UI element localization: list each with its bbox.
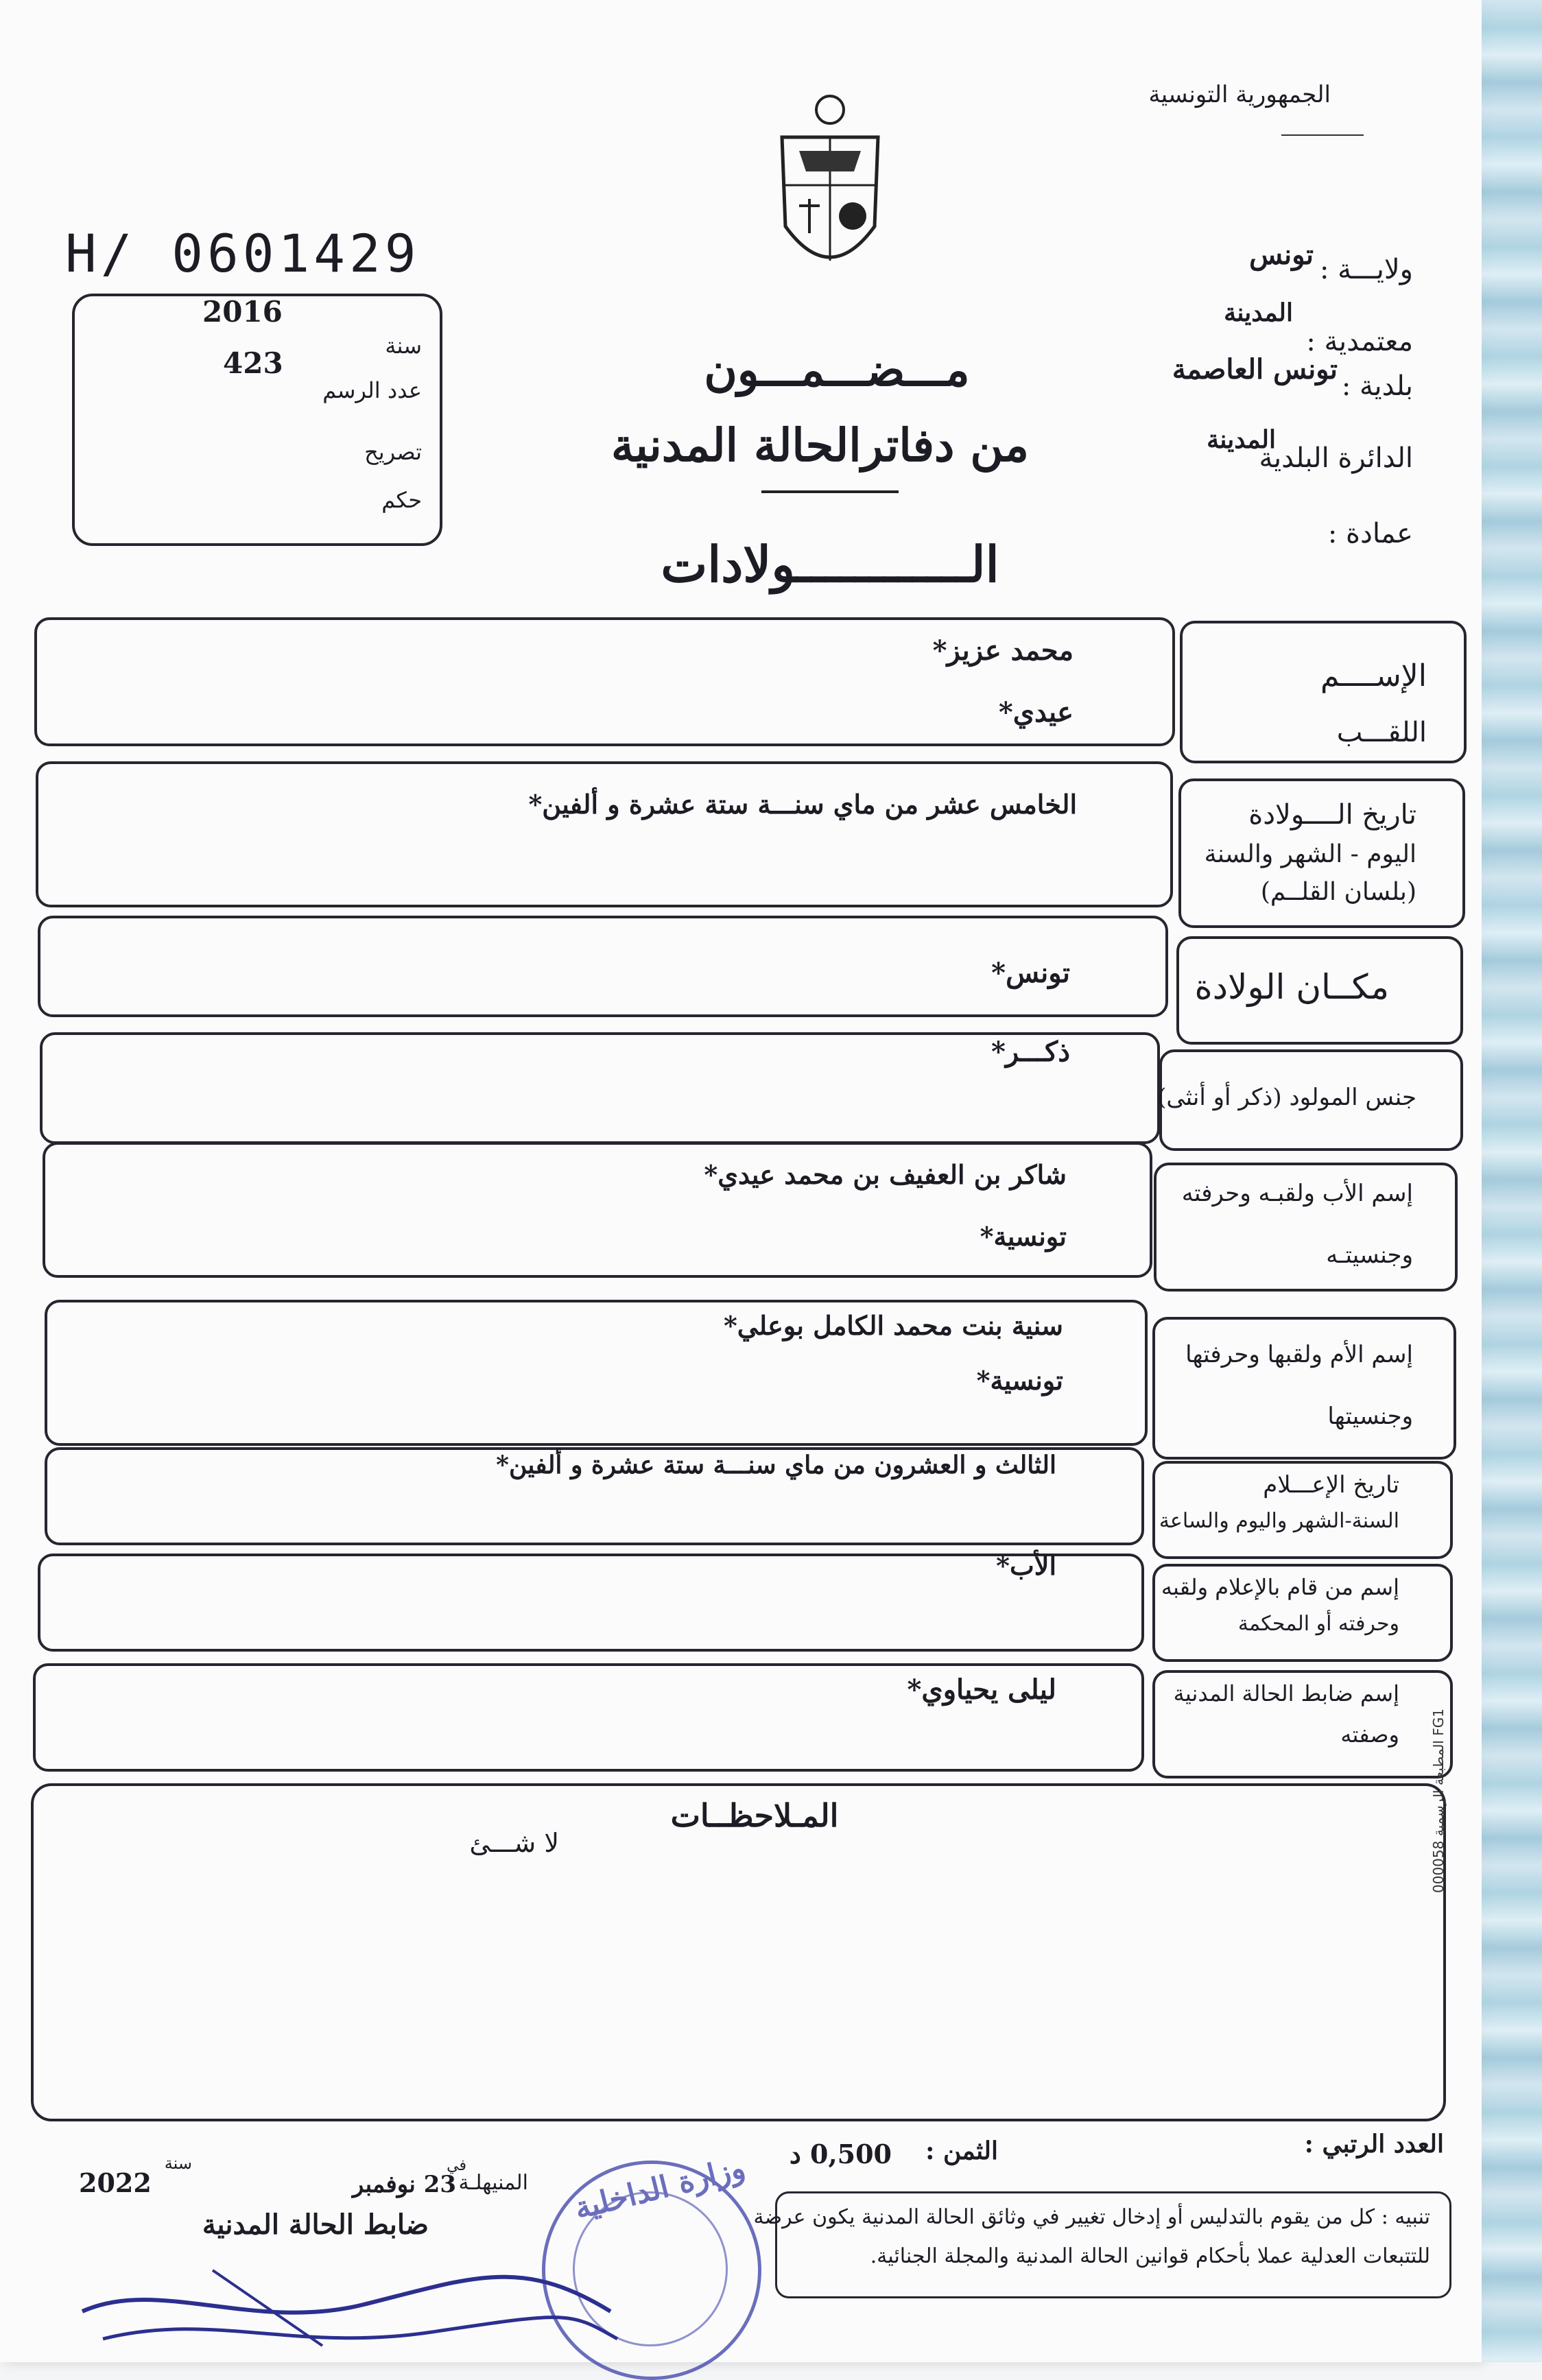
mother-nationality-value: تونسية* — [976, 1365, 1063, 1396]
document-serial-number: H/ 0601429 — [65, 223, 420, 284]
omda-label: عمادة : — [1327, 518, 1413, 549]
surname-value: عيدي* — [998, 696, 1074, 728]
price-value: 0,500 د — [789, 2139, 892, 2169]
coat-of-arms-emblem — [772, 89, 888, 288]
register-year-label: سنة — [385, 333, 422, 359]
governorate-value: تونس — [1249, 239, 1314, 271]
republic-underline — [1281, 134, 1364, 136]
remarks-value: لا شـــئ — [469, 1828, 559, 1858]
birth-date-value-box — [36, 761, 1173, 907]
title-underline — [761, 490, 899, 493]
republic-title: الجمهورية التونسية — [1148, 81, 1331, 108]
declarant-sublabel: وحرفته أو المحكمة — [1237, 1612, 1399, 1636]
father-name-value: شاكر بن العفيف بن محمد عيدي* — [704, 1159, 1067, 1190]
delegation-value: المدينة — [1224, 298, 1293, 327]
governorate-label: ولايـــة : — [1319, 254, 1413, 285]
register-year-value: 2016 — [202, 295, 283, 329]
declarant-value: الأب* — [996, 1550, 1056, 1581]
serial-label: العدد الرتبي : — [1304, 2130, 1444, 2158]
footer-year-value: 2022 — [79, 2167, 152, 2198]
declaration-date-value: الثالث و العشرون من ماي سنـــة ستة عشرة و ألفين* — [496, 1451, 1056, 1479]
footer-officer-label: ضابط الحالة المدنية — [202, 2209, 429, 2241]
stamp-text: وزارة الداخلية — [571, 2150, 749, 2226]
footer-date-value: 23 نوفمبر — [352, 2171, 456, 2198]
register-act-number-value: 423 — [223, 346, 283, 380]
officer-value: ليلى يحياوي* — [907, 1674, 1056, 1706]
birth-place-label: مكــان الولادة — [1194, 967, 1389, 1007]
birth-date-value: الخامس عشر من ماي سنـــة ستة عشرة و ألفين* — [528, 789, 1077, 820]
footer-in-label: في — [447, 2157, 466, 2174]
register-judgment-label: حكم — [381, 487, 422, 513]
title-line2: من دفاترالحالة المدنية — [611, 418, 1029, 472]
father-label-nationality: وجنسيتـه — [1326, 1241, 1413, 1269]
officer-label: إسم ضابط الحالة المدنية — [1173, 1680, 1399, 1706]
district-value: المدينة — [1207, 425, 1276, 454]
birth-date-language-note: (بلسان القلــم) — [1260, 878, 1416, 906]
printer-mark: المطبعة الرسمية 000058 FG1 — [1430, 1709, 1447, 1893]
section-title: الــــــــــــولادات — [661, 535, 999, 593]
declarant-value-box — [38, 1554, 1144, 1652]
first-name-label: الإســــم — [1320, 658, 1427, 693]
footer-year-label: سنة — [164, 2154, 192, 2173]
remarks-title: المـلاحظــات — [670, 1797, 839, 1834]
mother-label-box — [1152, 1317, 1456, 1460]
father-label: إسم الأب ولقبـه وحرفته — [1181, 1180, 1413, 1207]
municipality-label: بلدية : — [1341, 370, 1413, 402]
municipality-value: تونس العاصمة — [1172, 353, 1338, 385]
surname-label: اللقـــب — [1336, 717, 1427, 748]
title-line1: مـــضـــمـــون — [704, 343, 970, 396]
mother-name-value: سنية بنت محمد الكامل بوعلي* — [723, 1310, 1063, 1341]
birth-place-value: تونس* — [991, 957, 1070, 989]
declaration-date-label: تاريخ الإعـــلام — [1263, 1471, 1399, 1499]
warning-line2: للتتبعات العدلية عملا بأحكام قوانين الحالة المدنية والمجلة الجنائية. — [870, 2244, 1430, 2268]
handwritten-signature — [75, 2229, 624, 2362]
sex-label: جنس المولود (ذكر أو أنثى) — [1157, 1084, 1416, 1111]
price-label: الثمن : — [925, 2137, 998, 2165]
delegation-label: معتمدية : — [1306, 326, 1413, 357]
mother-label-nationality: وجنسيتها — [1327, 1403, 1413, 1430]
birth-date-sublabel: اليوم - الشهر والسنة — [1204, 840, 1416, 868]
declaration-date-sublabel: السنة-الشهر واليوم والساعة — [1159, 1509, 1399, 1533]
warning-line1: تنبيه : كل من يقوم بالتدليس أو إدخال تغيير في وثائق الحالة المدنية يكون عرضة — [753, 2205, 1430, 2229]
footer-place: المنيهلـة — [458, 2171, 528, 2195]
first-name-value: محمد عزيز* — [932, 634, 1074, 667]
birth-date-label: تاريخ الــــولادة — [1248, 799, 1416, 831]
mother-label: إسم الأم ولقبها وحرفتها — [1185, 1341, 1413, 1368]
declarant-label: إسم من قام بالإعلام ولقبه — [1161, 1574, 1399, 1600]
sex-value: ذكـــر* — [991, 1036, 1070, 1068]
register-declaration-label: تصريح — [364, 439, 422, 465]
officer-sublabel: وصفته — [1340, 1722, 1399, 1748]
scan-edge-background — [1482, 0, 1542, 2362]
district-label: الدائرة البلدية — [1259, 442, 1413, 474]
father-nationality-value: تونسية* — [980, 1221, 1067, 1252]
register-act-number-label: عدد الرسم — [322, 377, 422, 403]
